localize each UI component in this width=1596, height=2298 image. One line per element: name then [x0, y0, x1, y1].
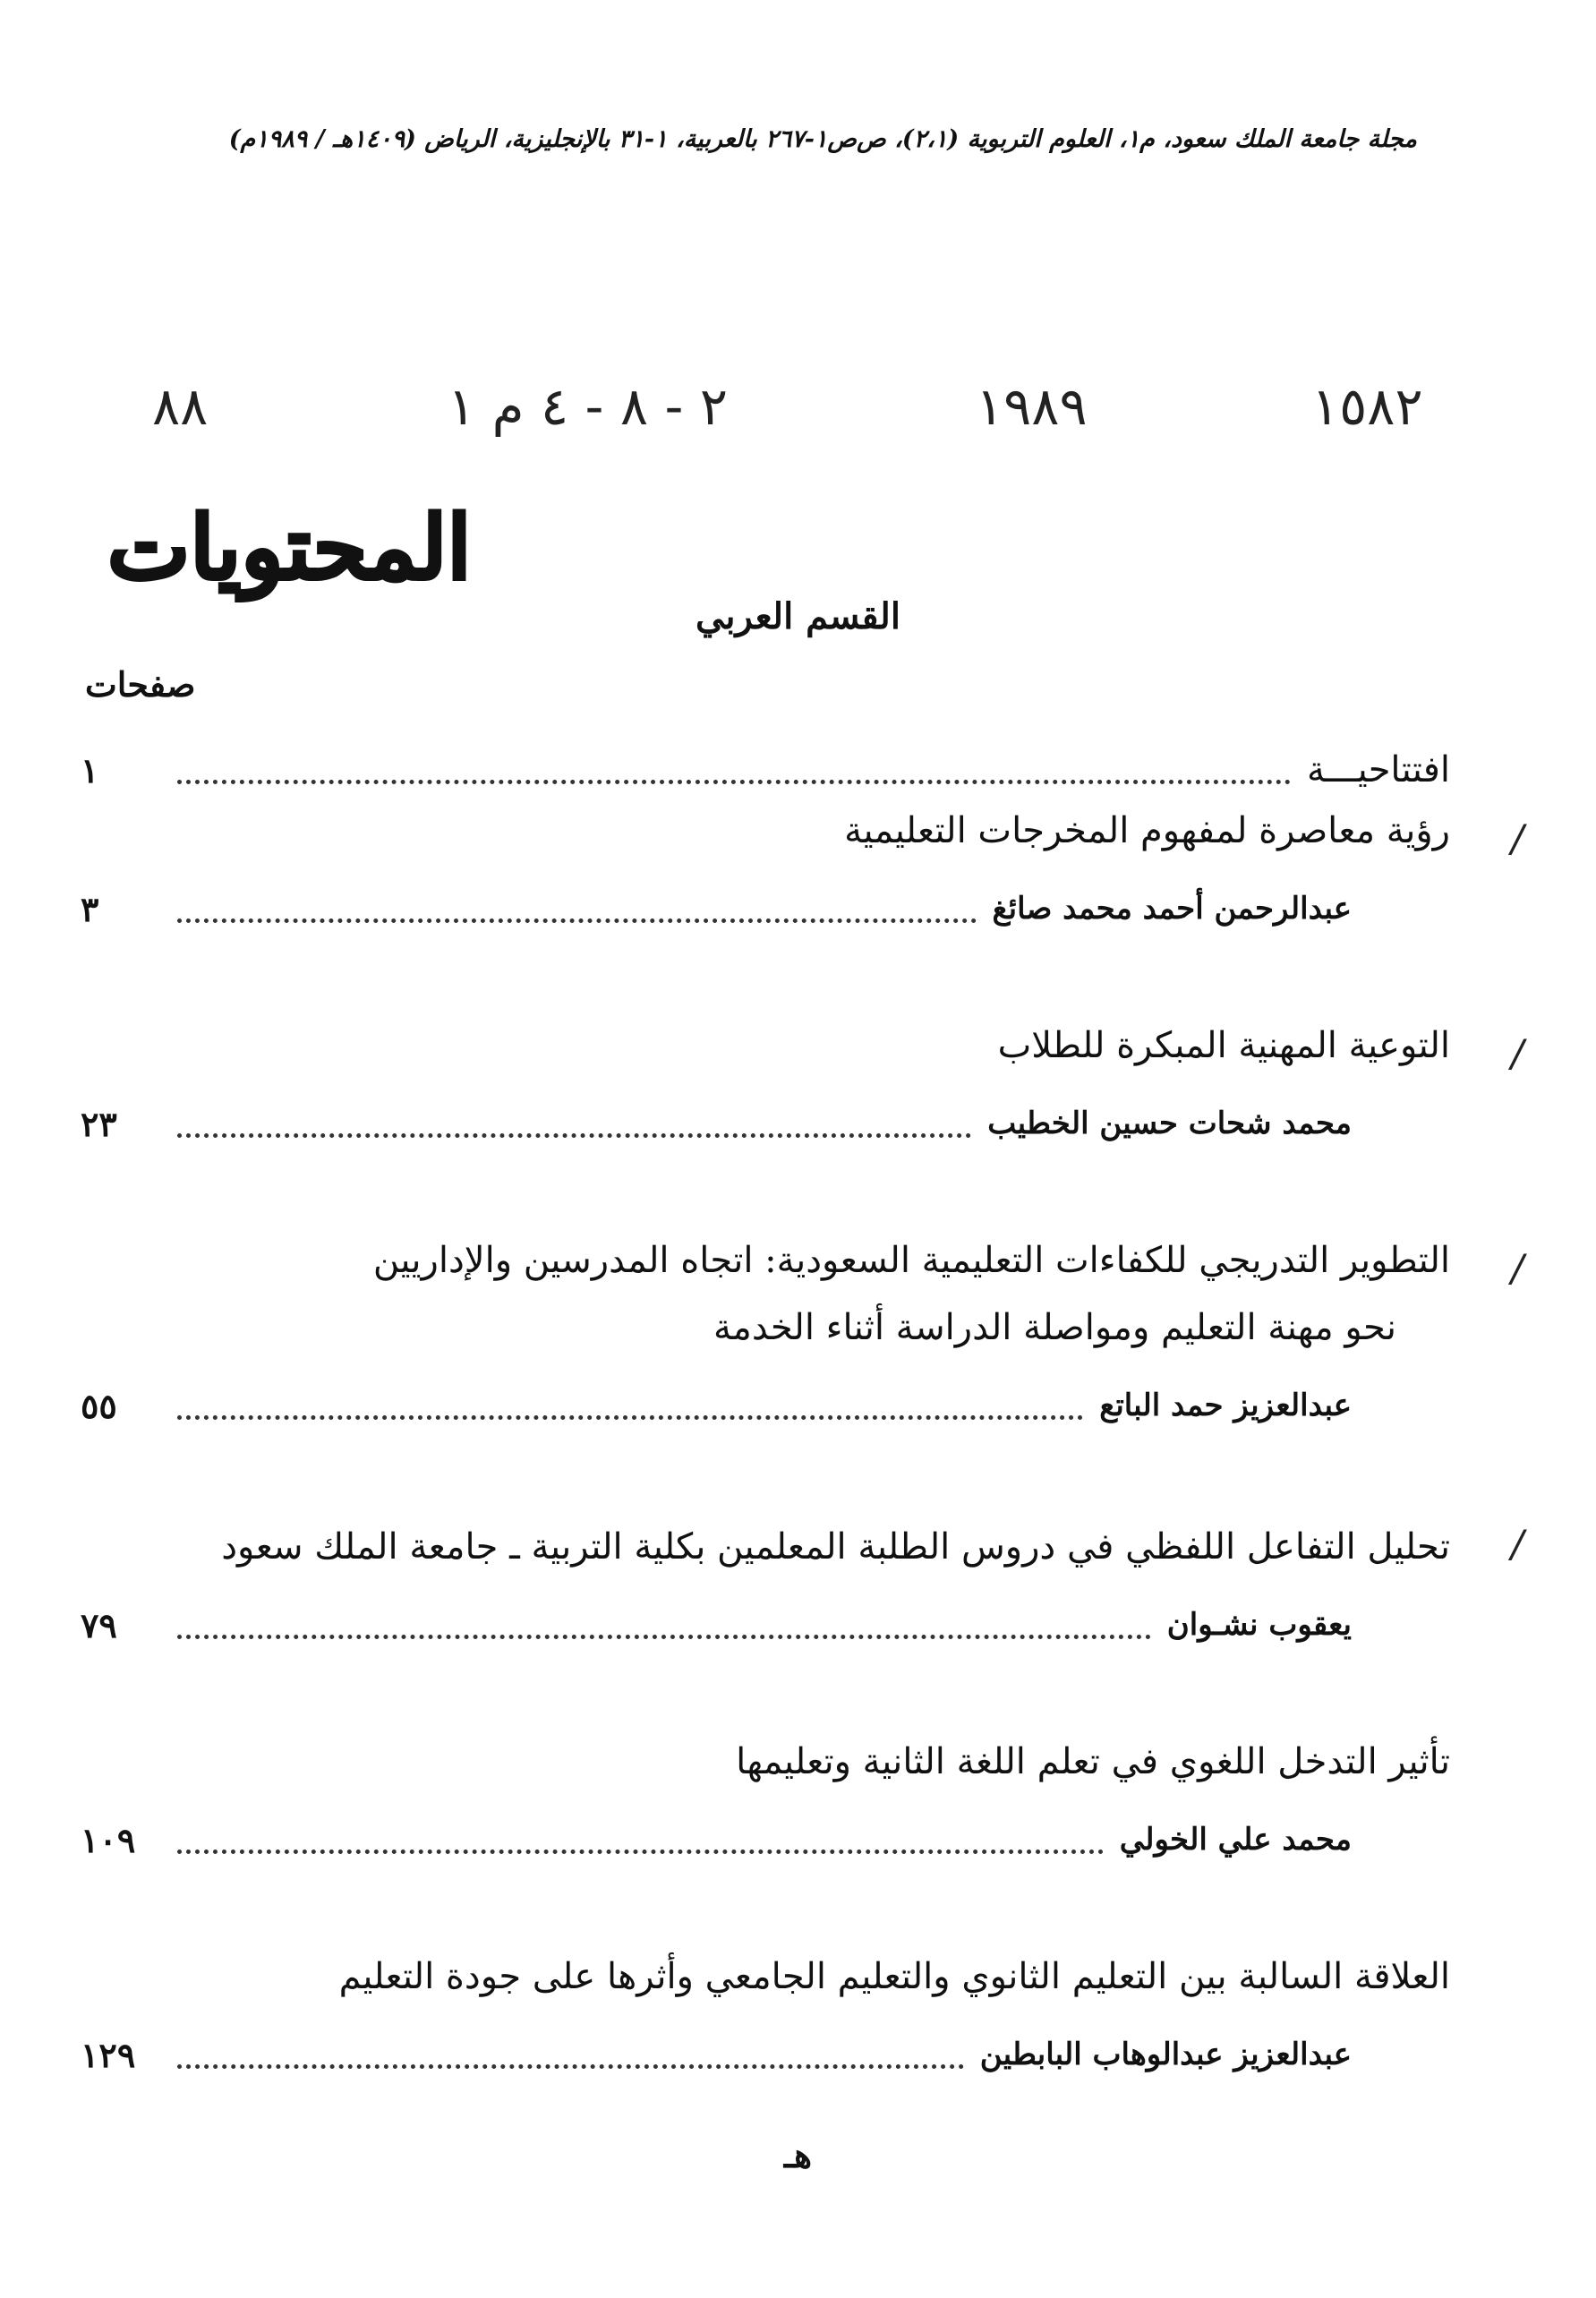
handwritten-number-right: ١٥٨٢	[1311, 376, 1423, 437]
page-title: المحتويات	[107, 497, 472, 600]
pen-tick-mark: /	[1511, 1522, 1524, 1566]
leader-dots	[177, 1128, 971, 1138]
toc-entry-page: ٣	[81, 888, 99, 929]
handwritten-year: ١٩٨٩	[976, 376, 1088, 437]
toc-entry-title[interactable]: التوعية المهنية المبكرة للطلاب	[997, 1025, 1450, 1066]
journal-citation: مجلة جامعة الملك سعود، م١، العلوم التربوية (٢،١)، ص‌ص١-٢٦٧ بالعربية، ١-٣١ بالإنجليزية، الرياض (١٤٠٩هـ / ١٩٨٩م)	[228, 125, 1417, 153]
pen-tick-mark: /	[1511, 816, 1524, 860]
leader-dots	[177, 1629, 1151, 1639]
toc-entry-page: ٧٩	[81, 1604, 117, 1645]
leader-dots	[177, 2059, 964, 2069]
toc-entry-author: عبدالعزيز عبدالوهاب البابطين	[979, 2037, 1352, 2072]
toc-entry-author-row	[81, 882, 1352, 935]
section-title: القسم العربي	[696, 595, 900, 637]
toc-entry-author-row	[81, 1097, 1352, 1150]
toc-entry-page: ١٢٩	[81, 2034, 136, 2075]
toc-entry-page: ٥٥	[81, 1385, 117, 1426]
toc-entry-author-row	[81, 1379, 1352, 1432]
handwritten-code: ٢ - ٨ - ٤ م ١	[448, 376, 729, 437]
toc-entry-author: محمد علي الخولي	[1119, 1822, 1352, 1858]
toc-entry-author-row	[81, 2028, 1352, 2081]
toc-entry-author-row	[81, 1598, 1352, 1652]
pen-tick-mark: /	[1511, 1246, 1524, 1290]
toc-entry-page: ١	[81, 749, 99, 790]
toc-entry-title[interactable]: تأثير التدخل اللغوي في تعلم اللغة الثانية وتعليمها	[736, 1741, 1450, 1782]
leader-dots	[177, 1410, 1083, 1420]
toc-entry-page: ١٠٩	[81, 1819, 136, 1860]
leader-dots	[177, 1844, 1104, 1854]
toc-entry-title[interactable]: تحليل التفاعل اللفظي في دروس الطلبة المعلمين بكلية التربية ـ جامعة الملك سعود	[221, 1526, 1450, 1568]
toc-entry-author-row	[81, 1813, 1352, 1867]
toc-entry-title[interactable]: العلاقة السالبة بين التعليم الثانوي والتعليم الجامعي وأثرها على جودة التعليم	[338, 1956, 1450, 1997]
toc-entry-author: محمد شحات حسين الخطيب	[987, 1106, 1352, 1141]
toc-entry-author: عبدالرحمن أحمد محمد صائغ	[992, 891, 1352, 927]
page-number-footer: هـ	[783, 2135, 813, 2175]
toc-entry-title: افتتاحيـــة	[1307, 749, 1450, 790]
toc-entry-author: عبدالعزيز حمد الباتع	[1099, 1388, 1352, 1423]
toc-entry-title-continued: نحو مهنة التعليم ومواصلة الدراسة أثناء الخدمة	[713, 1307, 1396, 1348]
toc-entry-title[interactable]: رؤية معاصرة لمفهوم المخرجات التعليمية	[844, 810, 1450, 851]
toc-entry-title[interactable]: التطوير التدريجي للكفاءات التعليمية السعودية: اتجاه المدرسين والإداريين	[372, 1240, 1450, 1281]
leader-dots	[177, 913, 977, 923]
leader-dots	[177, 774, 1291, 784]
toc-entry-page: ٢٣	[81, 1103, 117, 1144]
handwritten-number-left: ٨٨	[152, 376, 209, 437]
pen-tick-mark: /	[1511, 1031, 1524, 1075]
toc-entry-author: يعقوب نشـوان	[1166, 1607, 1352, 1643]
toc-entry-editorial[interactable]	[81, 743, 1450, 797]
pages-column-label: صفحات	[85, 664, 196, 705]
